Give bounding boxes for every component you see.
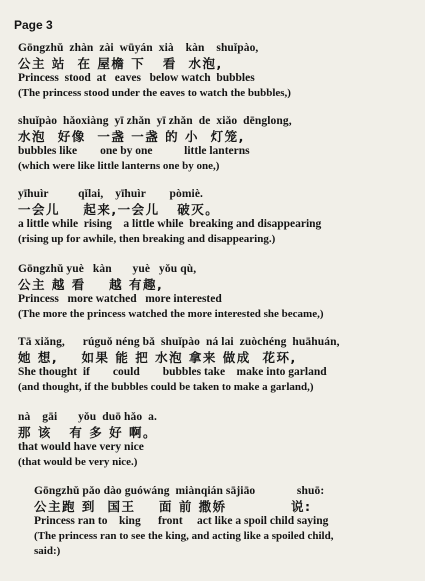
- hanzi-line: 公主跑 到 国王 面 前 撒娇 说:: [34, 499, 312, 514]
- translation-line: said:): [34, 545, 61, 557]
- stanza-2: [18, 114, 420, 174]
- translation-line: (The more the princess watched the more interested she became,): [18, 308, 324, 320]
- hanzi-line: 她 想, 如果 能 把 水泡 拿来 做成 花环,: [18, 350, 297, 365]
- stanza-4: [18, 262, 420, 322]
- gloss-line: a little while rising a little while breaking and disappearing: [18, 218, 322, 230]
- pinyin-line: Gōngzhǔ zhàn zài wūyán xià kàn shuǐpào,: [18, 42, 259, 54]
- pinyin-line: yīhuìr qǐlai, yīhuìr pòmiè.: [18, 188, 204, 200]
- translation-line: (and thought, if the bubbles could be taken to make a garland,): [18, 381, 314, 393]
- stanza-6: [18, 410, 420, 470]
- stanza-3: [18, 187, 420, 247]
- hanzi-line: 那 该 有 多 好 啊。: [18, 425, 157, 440]
- hanzi-line: 一会儿 起来,一会儿 破灭。: [18, 202, 220, 217]
- translation-line: (The princess stood under the eaves to watch the bubbles,): [18, 87, 291, 99]
- translation-line: (The princess ran to see the king, and acting like a spoiled child,: [34, 530, 334, 542]
- gloss-line: bubbles like one by one little lanterns: [18, 145, 250, 157]
- hanzi-line: 公主 站 在 屋檐 下 看 水泡,: [18, 56, 223, 71]
- translation-line: (that would be very nice.): [18, 456, 138, 468]
- stanza-7: [34, 484, 420, 559]
- gloss-line: Princess more watched more interested: [18, 293, 222, 305]
- hanzi-line: 公主 越 看 越 有趣,: [18, 277, 164, 292]
- pinyin-line: Tā xiǎng, rúguǒ néng bǎ shuǐpào ná lai zuòchéng huāhuán,: [18, 336, 340, 348]
- page-number: Page 3: [14, 18, 53, 32]
- gloss-line: that would have very nice: [18, 441, 144, 453]
- hanzi-line: 水泡 好像 一盏 一盏 的 小 灯笼,: [18, 129, 245, 144]
- pinyin-line: Gōngzhǔ pǎo dào guówáng miànqián sājiāo shuō:: [34, 485, 325, 497]
- gloss-line: Princess stood at eaves below watch bubbles: [18, 72, 255, 84]
- translation-line: (rising up for awhile, then breaking and disappearing.): [18, 233, 276, 245]
- pinyin-line: nà gāi yǒu duō hǎo a.: [18, 411, 157, 423]
- gloss-line: She thought if could bubbles take make into garland: [18, 366, 327, 378]
- pinyin-line: Gōngzhǔ yuè kàn yuè yǒu qù,: [18, 263, 197, 275]
- translation-line: (which were like little lanterns one by one,): [18, 160, 220, 172]
- stanza-5: [18, 335, 420, 395]
- stanza-1: [18, 41, 420, 101]
- gloss-line: Princess ran to king front act like a spoil child saying: [34, 515, 329, 527]
- pinyin-line: shuǐpào hǎoxiàng yī zhǎn yī zhǎn de xiǎo dēnglong,: [18, 115, 292, 127]
